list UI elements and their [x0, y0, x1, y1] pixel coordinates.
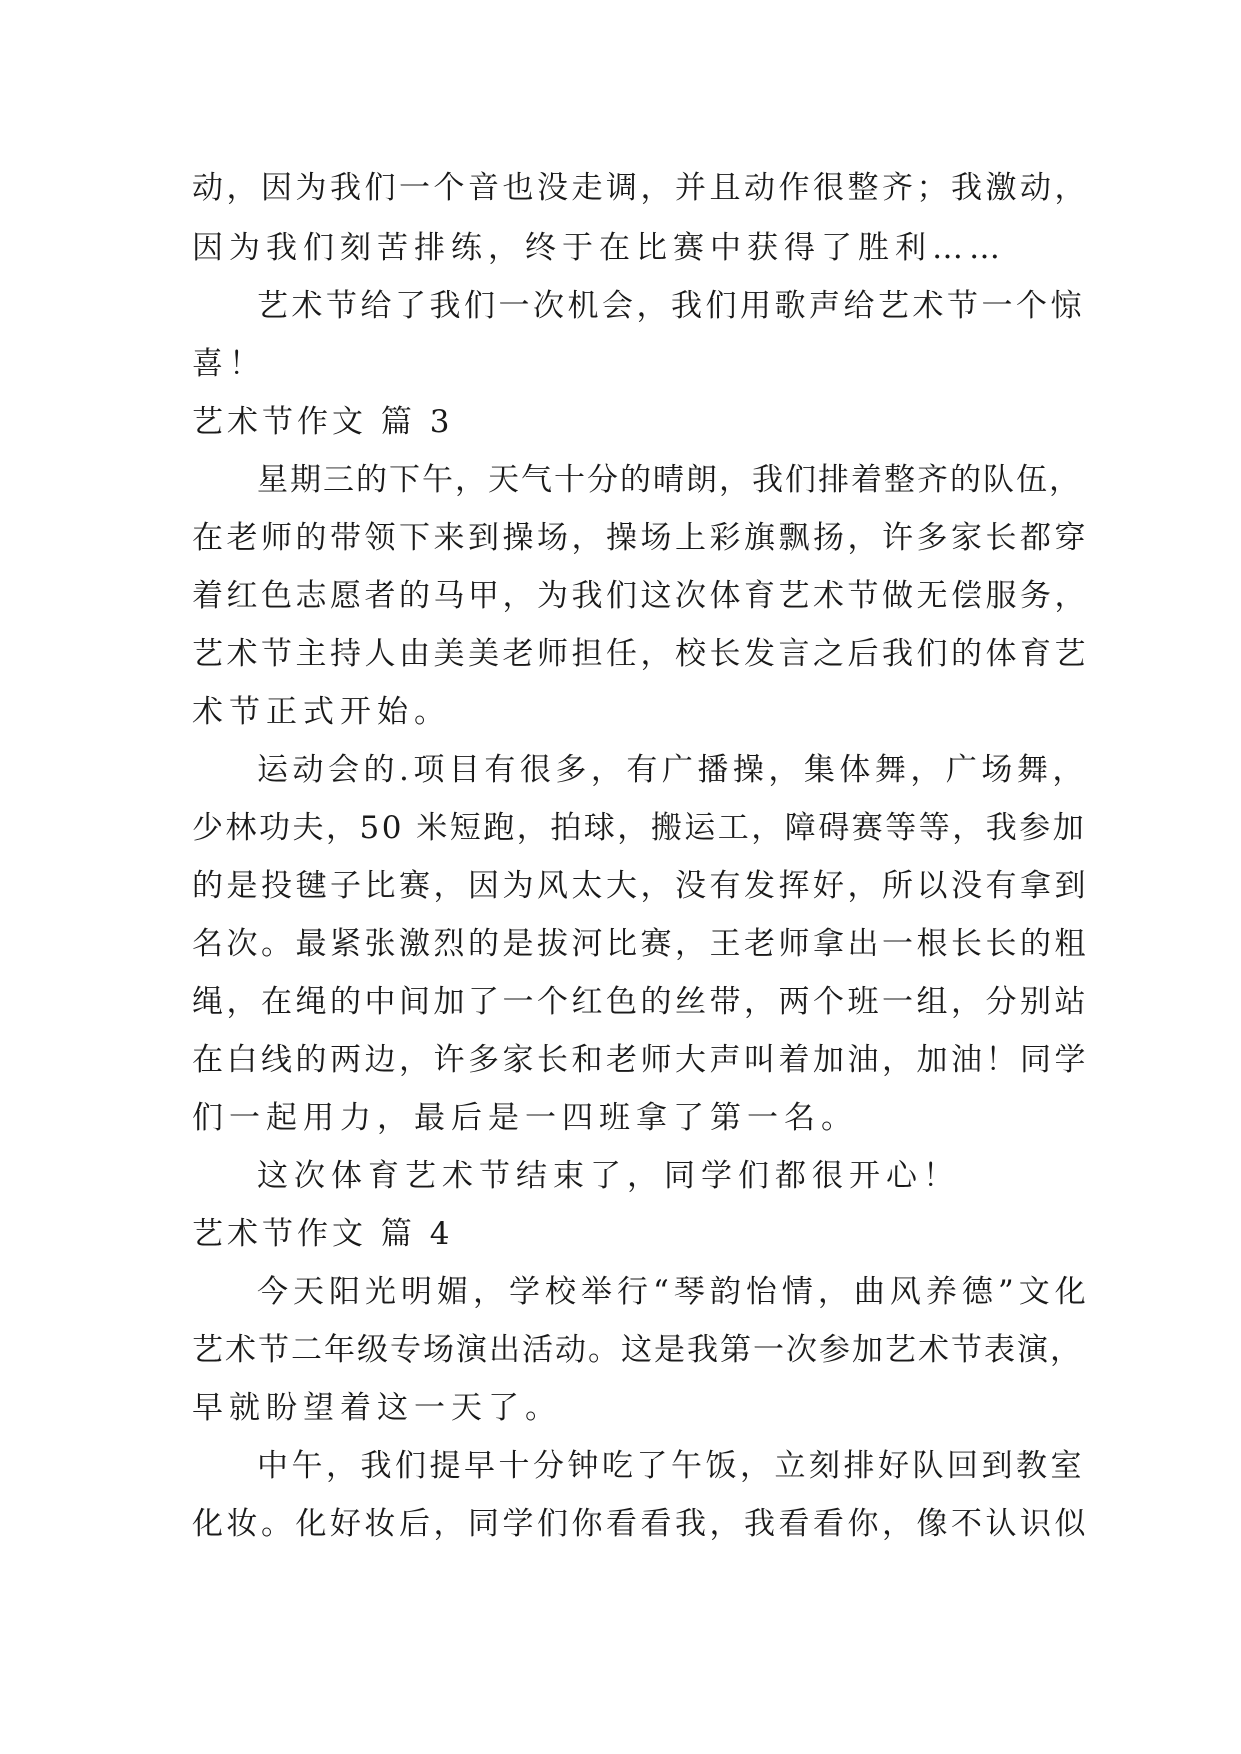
paragraph-start: 运动会的.项目有很多，有广播操，集体舞，广场舞， — [257, 752, 1088, 788]
text-line: 艺术节主持人由美美老师担任，校长发言之后我们的体育艺 — [192, 636, 1089, 672]
text-line: 名次。最紧张激烈的是拔河比赛，王老师拿出一根长长的粗 — [192, 926, 1089, 962]
text-line: 绳，在绳的中间加了一个红色的丝带，两个班一组，分别站 — [192, 984, 1089, 1020]
section-heading: 艺术节作文 篇 4 — [192, 1216, 454, 1252]
text-line: 艺术节二年级专场演出活动。这是我第一次参加艺术节表演， — [192, 1332, 1083, 1368]
text-line: 在白线的两边，许多家长和老师大声叫着加油，加油！同学 — [192, 1042, 1089, 1078]
text-line: 喜！ — [192, 346, 266, 382]
paragraph-start: 星期三的下午，天气十分的晴朗，我们排着整齐的队伍， — [257, 462, 1082, 498]
paragraph-start: 这次体育艺术节结束了，同学们都很开心！ — [257, 1158, 960, 1194]
text-line: 化妆。化好妆后，同学们你看看我，我看看你，像不认识似 — [192, 1506, 1089, 1542]
text-line: 术节正式开始。 — [192, 694, 451, 730]
text-line: 着红色志愿者的马甲，为我们这次体育艺术节做无偿服务， — [192, 578, 1089, 614]
text-line: 早就盼望着这一天了。 — [192, 1390, 562, 1426]
paragraph-start: 中午，我们提早十分钟吃了午饭，立刻排好队回到教室 — [257, 1448, 1085, 1484]
section-heading: 艺术节作文 篇 3 — [192, 404, 454, 440]
text-line: 因为我们刻苦排练，终于在比赛中获得了胜利…… — [192, 230, 1006, 266]
text-line: 的是投毽子比赛，因为风太大，没有发挥好，所以没有拿到 — [192, 868, 1089, 904]
text-line: 动，因为我们一个音也没走调，并且动作很整齐；我激动， — [192, 170, 1089, 206]
paragraph-start: 今天阳光明媚，学校举行“琴韵怡情，曲风养德”文化 — [257, 1274, 1091, 1310]
text-line: 少林功夫，50 米短跑，拍球，搬运工，障碍赛等等，我参加 — [192, 810, 1087, 846]
text-line: 在老师的带领下来到操场，操场上彩旗飘扬，许多家长都穿 — [192, 520, 1089, 556]
text-line: 们一起用力，最后是一四班拿了第一名。 — [192, 1100, 858, 1136]
paragraph-start: 艺术节给了我们一次机会，我们用歌声给艺术节一个惊 — [257, 288, 1085, 324]
